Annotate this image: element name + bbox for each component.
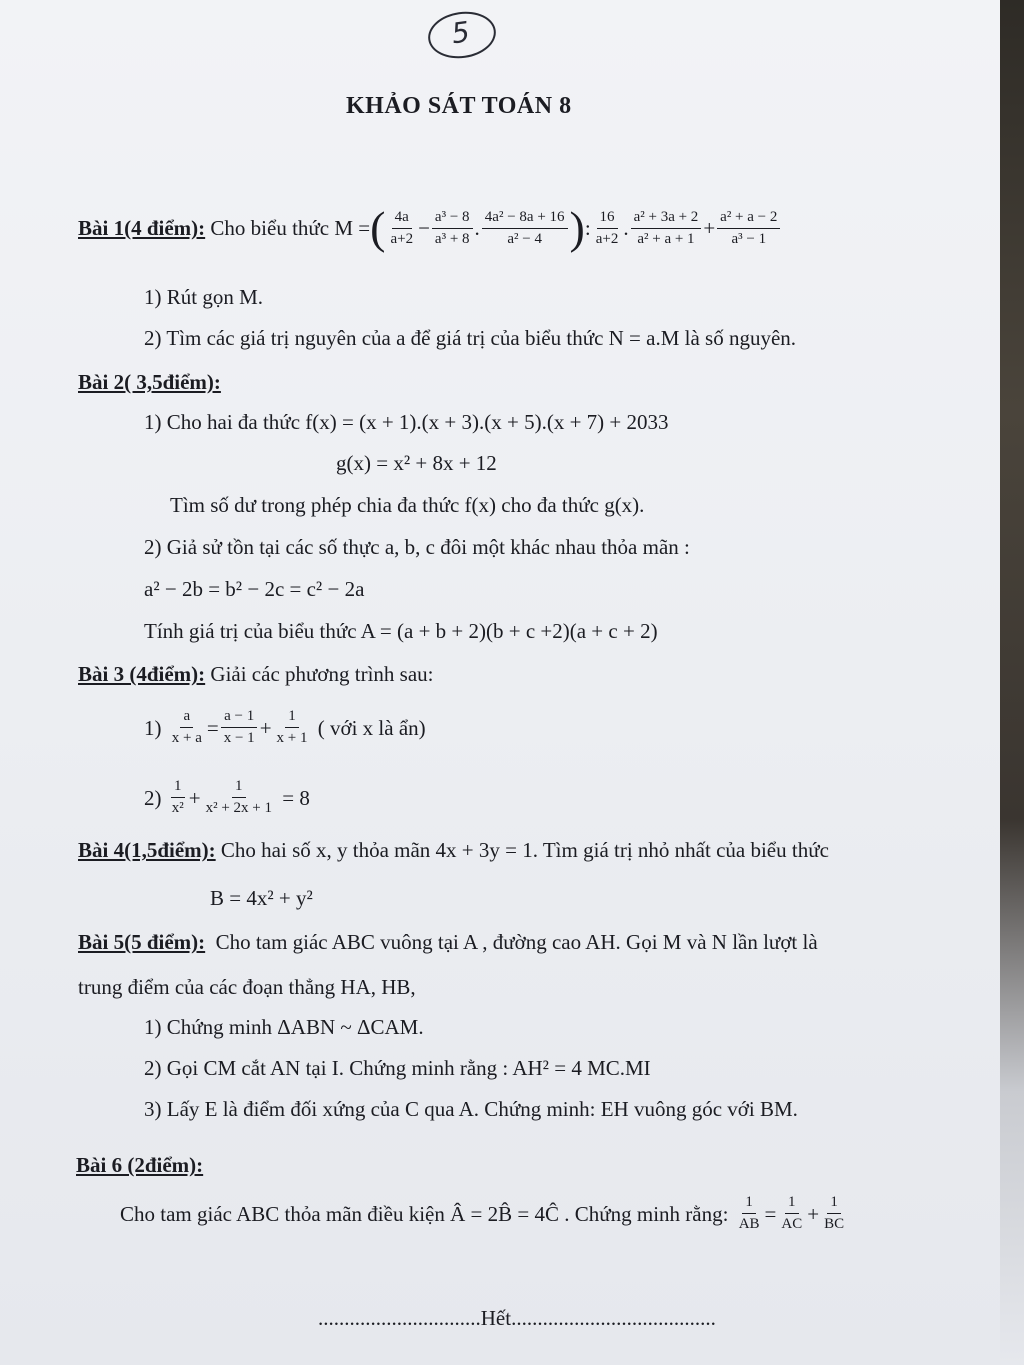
bai2-label: Bài 2( 3,5điểm): [78,370,221,394]
bai2-eq: a² − 2b = b² − 2c = c² − 2a [144,577,365,601]
bai1-frac2: $\frac{\text{a³ − 8}}{\text{a³ + 8}}$ [432,209,473,248]
bai1-frac3: $\frac{\text{4a² − 8a + 16}}{\text{a² − 4}}$ [482,209,568,248]
bai3-eq1-number: 1) [144,715,162,740]
bai1-frac6: $\frac{\text{a² + a − 2}}{\text{a³ − 1}}$ [717,209,780,248]
page-number: 5 [449,15,472,51]
bai5-text2: trung điểm của các đoạn thẳng HA, HB, [78,975,416,999]
bai3-eq1: 1) $\frac{a}{x + a}$ = $\frac{a - 1}{x - 1}$ + $\frac{1}{x + 1}$ ( với x là ẩn) [144,708,426,746]
bai4-label: Bài 4(1,5điểm): [78,838,216,862]
bai3-eq2-rhs: = 8 [282,785,310,810]
bai3-eq1-frac-a: $\frac{a}{x + a}$ [171,708,202,746]
bai3-eq2: 2) $\frac{1}{\text{x²}}$ + $\frac{1}{\text{x² + 2x + 1}}$ = 8 [144,778,310,816]
bai3-eq2-number: 2) [144,785,162,810]
desk-edge [1000,0,1024,1365]
bai1-frac4: $\frac{16}{a+2}$ [595,208,619,247]
bai6-text: Cho tam giác ABC thỏa mãn điều kiện Â = 2B̂ = 4Ĉ . Chứng minh rằng: [120,1201,729,1226]
bai4-line [78,838,829,862]
bai3-eq2-frac-a: $\frac{1}{\text{x²}}$ [171,778,184,816]
bai2-q2: 2) Giả sử tồn tại các số thực a, b, c đôi một khác nhau thỏa mãn : [144,535,690,559]
bai6-label: Bài 6 (2điểm): [76,1153,204,1177]
bai1-label: Bài 1(4 điểm): [78,216,206,240]
bai2-q2b: Tính giá trị của biểu thức A = (a + b + 2)(b + c +2)(a + c + 2) [144,619,658,643]
bai1-frac5: $\frac{\text{a² + 3a + 2}}{\text{a² + a + 1}}$ [631,209,702,248]
bai5-label: Bài 5(5 điểm): [78,930,206,954]
bai1-frac1: $\frac{4a}{a+2}$ [390,208,414,247]
bai3-intro: Giải các phương trình sau: [210,662,434,686]
bai3-eq1-frac-c: $\frac{1}{x + 1}$ [276,708,308,746]
bai3-eq1-frac-b: $\frac{a - 1}{x - 1}$ [221,708,258,747]
bai3-eq2-frac-b: $\frac{1}{\text{x² + 2x + 1}}$ [205,778,273,816]
end-marker: ...............................Hết....................................... [318,1306,716,1330]
bai2-q1: 1) Cho hai đa thức f(x) = (x + 1).(x + 3).(x + 5).(x + 7) + 2033 [144,410,669,434]
bai6-frac2: $\frac{1}{AC}$ [781,1194,803,1232]
bai5-text: Cho tam giác ABC vuông tại A , đường cao AH. Gọi M và N lần lượt là [215,930,818,954]
bai3-line [78,662,434,686]
bai5-line [78,930,818,954]
page-title: KHẢO SÁT TOÁN 8 [346,93,572,119]
bai6-frac3: $\frac{1}{BC}$ [824,1194,845,1232]
bai2-q1b: Tìm số dư trong phép chia đa thức f(x) cho đa thức g(x). [170,493,645,517]
bai5-q1: 1) Chứng minh ΔABN ~ ΔCAM. [144,1015,424,1039]
bai5-q3: 3) Lấy E là điểm đối xứng của C qua A. Chứng minh: EH vuông góc với BM. [144,1097,798,1121]
bai4-text: Cho hai số x, y thỏa mãn 4x + 3y = 1. Tìm giá trị nhỏ nhất của biểu thức [220,838,829,862]
bai2-gx: g(x) = x² + 8x + 12 [336,451,497,475]
bai1-q1: 1) Rút gọn M. [144,285,264,309]
bai6-line: Cho tam giác ABC thỏa mãn điều kiện Â = 2B̂ = 4Ĉ . Chứng minh rằng: $\frac{1}{AB}$ = $\frac{1}{AC}$ + $\frac{1}{BC}$ [120,1194,849,1233]
bai6-frac1: $\frac{1}{AB}$ [738,1194,760,1232]
bai1-q2: 2) Tìm các giá trị nguyên của a để giá trị của biểu thức N = a.M là số nguyên. [144,326,797,350]
bai3-eq1-note: ( với x là ẩn) [317,715,426,740]
bai1-line: Bài 1(4 điểm): Cho biểu thức M = ( $\frac{4a}{a+2}$ − $\frac{\text{a³ − 8}}{\text{a³ + 8}}$ . $\frac{\text{4a² − 8a + 16}}{\text{a² − 4}}$ ) : $\frac{16}{a+2}$ . $\frac{\text{a² + 3a + 2}}{\text{a² + a + 1}}$ + $\frac{\text{a² + a − 2}}{\text{a³ − 1}}$ [78,208,782,248]
bai1-intro: Cho biểu thức M = [210,216,371,240]
bai4-expr: B = 4x² + y² [210,886,313,910]
bai3-label: Bài 3 (4điểm): [78,662,206,686]
bai5-q2: 2) Gọi CM cắt AN tại I. Chứng minh rằng : AH² = 4 MC.MI [144,1056,651,1080]
